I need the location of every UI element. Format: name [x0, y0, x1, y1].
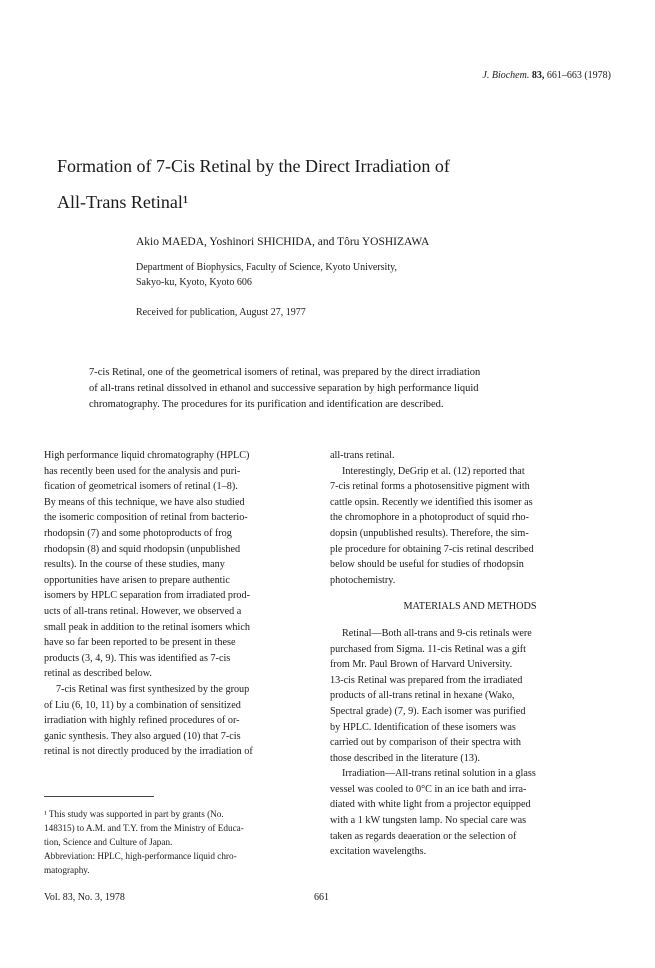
abstract-line: 7-cis Retinal, one of the geometrical isomers of retinal, was prepared by the direct irradiation — [89, 367, 481, 378]
article-title — [57, 148, 617, 220]
affiliation-line: Sakyo-ku, Kyoto, Kyoto 606 — [136, 277, 252, 288]
received-date: Received for publication, August 27, 1977 — [136, 307, 306, 318]
affiliation-line: Department of Biophysics, Faculty of Science, Kyoto University, — [136, 262, 397, 273]
footnote-line: tion, Science and Culture of Japan. — [44, 837, 173, 847]
body-line: below should be useful for studies of rhodopsin — [330, 559, 524, 571]
footnotes — [44, 807, 324, 877]
body-line: products (3, 4, 9). This was identified as 7-cis — [44, 652, 231, 664]
body-line: results). In the course of these studies, many — [44, 559, 225, 571]
body-line: By means of this technique, we have also studied — [44, 496, 245, 508]
affiliation — [136, 260, 397, 290]
body-line: cattle opsin. Recently we identified this isomer as — [330, 496, 533, 508]
body-line: opportunities have arisen to prepare authentic — [44, 574, 230, 586]
abstract-line: chromatography. The procedures for its purification and identification are described. — [89, 399, 444, 410]
body-line: ple procedure for obtaining 7-cis retinal described — [330, 543, 534, 555]
body-line: irradiation with highly refined procedures of or- — [44, 715, 240, 727]
body-line: of Liu (6, 10, 11) by a combination of sensitized — [44, 699, 241, 711]
body-line: purchased from Sigma. 11-cis Retinal was a gift — [330, 643, 526, 655]
body-line: the chromophore in a photoproduct of squid rho- — [330, 512, 529, 524]
page-number: 661 — [314, 892, 329, 903]
abstract-line: of all-trans retinal dissolved in ethanol and successive separation by high performance liquid — [89, 383, 479, 394]
body-line: rhodopsin (8) and squid rhodopsin (unpublished — [44, 543, 241, 555]
body-line: High performance liquid chromatography (HPLC) — [44, 450, 250, 461]
footnote-line: Abbreviation: HPLC, high-performance liquid chro- — [44, 851, 237, 861]
body-line: has recently been used for the analysis and puri- — [44, 465, 241, 477]
journal-name: J. Biochem. — [482, 70, 530, 81]
section-spacer — [330, 615, 610, 626]
body-line: vessel was cooled to 0°C in an ice bath and irra- — [330, 783, 527, 795]
body-line: excitation wavelengths. — [330, 846, 427, 858]
body-line: products of all-trans retinal in hexane (Wako, — [330, 690, 515, 702]
body-line: all-trans retinal. — [330, 450, 395, 461]
title-line-2: All-Trans Retinal¹ — [57, 192, 189, 212]
body-line: diated with white light from a projector equipped — [330, 799, 531, 811]
body-line: photochemistry. — [330, 574, 396, 586]
footnote-line: 148315) to A.M. and T.Y. from the Ministry of Educa- — [44, 823, 244, 833]
body-line: with a 1 kW tungsten lamp. No special care was — [330, 815, 527, 827]
body-line: Retinal—Both all-trans and 9-cis retinals were — [342, 627, 532, 639]
body-line: Spectral grade) (7, 9). Each isomer was purified — [330, 705, 526, 717]
right-column — [330, 448, 610, 860]
body-line: by HPLC. Identification of these isomers was — [330, 721, 516, 733]
body-line: ucts of all-trans retinal. However, we observed a — [44, 605, 242, 617]
body-line: isomers by HPLC separation from irradiated prod- — [44, 590, 250, 602]
section-heading: MATERIALS AND METHODS — [403, 601, 537, 613]
body-line: dopsin (unpublished results). Therefore, the sim- — [330, 527, 529, 539]
body-line: Irradiation—All-trans retinal solution in a glass — [342, 768, 536, 780]
body-line: ganic synthesis. They also argued (10) that 7-cis — [44, 730, 241, 742]
footnote-line: matography. — [44, 865, 90, 875]
body-line: have so far been reported to be present in these — [44, 637, 236, 649]
body-line: taken as regards deaeration or the selection of — [330, 830, 517, 842]
body-line: those described in the literature (13). — [330, 752, 480, 764]
footer-volume-info: Vol. 83, No. 3, 1978 — [44, 892, 125, 903]
footnote-divider — [44, 796, 154, 797]
abstract — [89, 365, 609, 413]
footnote-line: ¹ This study was supported in part by grants (No. — [44, 809, 224, 819]
body-line: 7-cis retinal forms a photosensitive pigment with — [330, 481, 530, 493]
journal-volume: 83, — [531, 70, 545, 81]
author-list: Akio MAEDA, Yoshinori SHICHIDA, and Tôru YOSHIZAWA — [136, 236, 430, 248]
title-line-1: Formation of 7-Cis Retinal by the Direct Irradiation of — [57, 156, 450, 176]
body-line: fication of geometrical isomers of retinal (1–8). — [44, 481, 238, 493]
body-line: Interestingly, DeGrip et al. (12) reported that — [342, 465, 525, 477]
body-line: from Mr. Paul Brown of Harvard University. — [330, 659, 513, 671]
body-line: rhodopsin (7) and some photoproducts of frog — [44, 527, 232, 539]
body-line: carried out by comparison of their spectra with — [330, 737, 521, 749]
body-line: retinal is not directly produced by the irradiation of — [44, 746, 253, 758]
left-column — [44, 448, 324, 760]
body-line: the isomeric composition of retinal from bacterio- — [44, 512, 248, 524]
journal-citation — [482, 70, 611, 81]
body-line: small peak in addition to the retinal isomers which — [44, 621, 250, 633]
body-line: 13-cis Retinal was prepared from the irradiated — [330, 674, 523, 686]
body-line: retinal as described below. — [44, 668, 152, 680]
body-line: 7-cis Retinal was first synthesized by the group — [56, 683, 250, 695]
journal-pages: 661–663 (1978) — [546, 70, 611, 81]
section-spacer — [330, 588, 610, 599]
